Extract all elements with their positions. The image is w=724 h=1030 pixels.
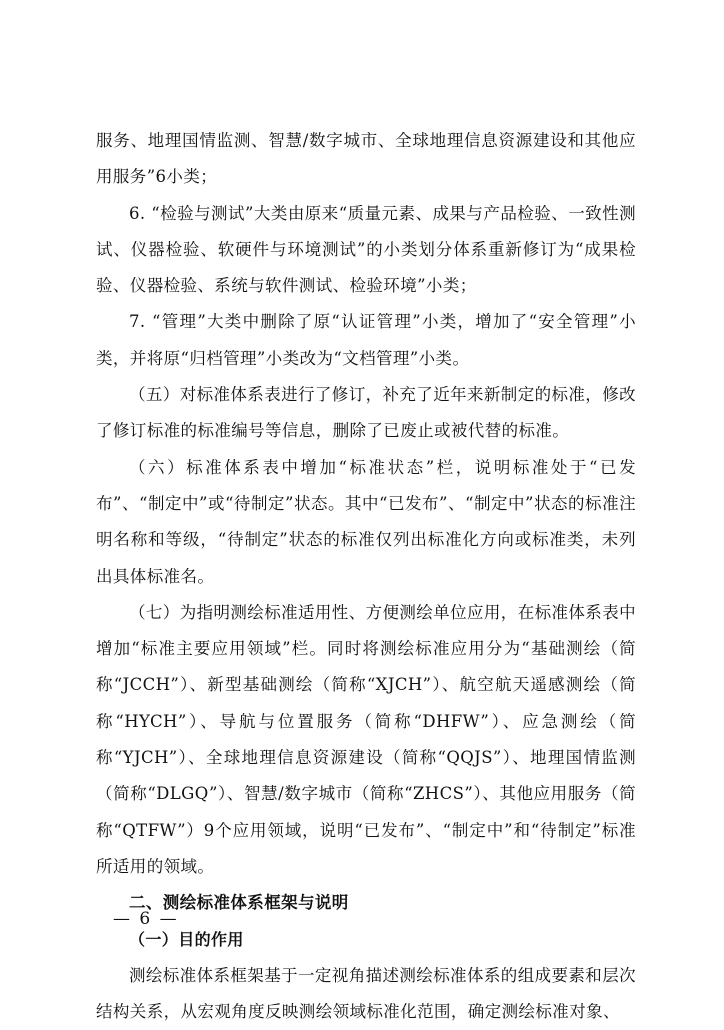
- paragraph-item-6: 6. “检验与测试”大类由原来“质量元素、成果与产品检验、一致性测试、仪器检验、软硬件与环境测试”的小类划分体系重新修订为“成果检验、仪器检验、系统与软件测试、检验环境”小类；: [96, 203, 636, 296]
- paragraph-framework-description: 测绘标准体系框架基于一定视角描述测绘标准体系的组成要素和层次结构关系，从宏观角度反映测绘领域标准化范围，确定测绘标准对象、: [96, 965, 636, 1022]
- page-number: — 6 —: [113, 909, 179, 929]
- paragraph-item-7: 7. “管理”大类中删除了原“认证管理”小类，增加了“安全管理”小类，并将原“归档管理”小类改为“文档管理”小类。: [96, 312, 636, 368]
- paragraph-item-seven: （七）为指明测绘标准适用性、方便测绘单位应用，在标准体系表中增加“标准主要应用领域”栏。同时将测绘标准应用分为“基础测绘（简称“JCCH”）、新型基础测绘（简称“XJCH”）、航空航天遥感测绘（简称“HYCH”）、导航与位置服务（简称“DHFW”）、应急测绘（简称“YJCH”）、全球地理信息资源建设（简称“QQJS”）、地理国情监测（简称“DLGQ”）、智慧/数字城市（简称“ZHCS”）、其他应用服务（简称“QTFW”）9个应用领域，说明“已发布”、“制定中”和“待制定”标准所适用的领域。: [96, 602, 636, 876]
- paragraph-continuation: 服务、地理国情监测、智慧/数字城市、全球地理信息资源建设和其他应用服务”6小类；: [96, 131, 636, 187]
- paragraph-item-five: （五）对标准体系表进行了修订，补充了近年来新制定的标准，修改了修订标准的标准编号等信息，删除了已废止或被代替的标准。: [96, 385, 636, 441]
- section-heading: 二、测绘标准体系框架与说明: [129, 893, 349, 913]
- document-body: [96, 123, 636, 1030]
- subsection-heading: （一）目的作用: [129, 929, 244, 949]
- paragraph-item-six: （六）标准体系表中增加“标准状态”栏，说明标准处于“已发布”、“制定中”或“待制定”状态。其中“已发布”、“制定中”状态的标准注明名称和等级，“待制定”状态的标准仅列出标准化方向或标准类，未列出具体标准名。: [96, 457, 636, 586]
